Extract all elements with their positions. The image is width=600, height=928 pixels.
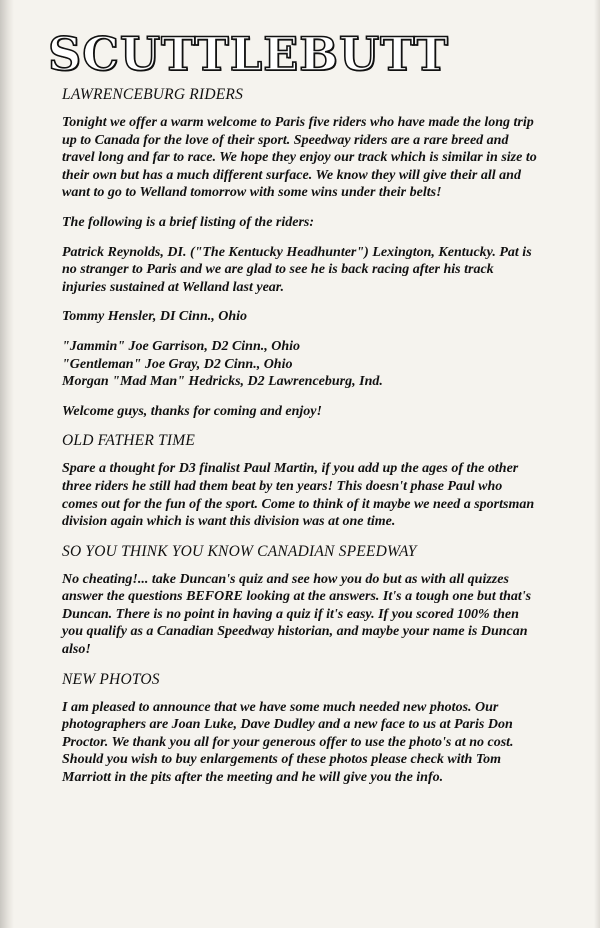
section-paragraph: No cheating!... take Duncan's quiz and see how you do but as with all quizzes answer the questions BEFORE looking at the answers. It's a tough one but that's Duncan. There is no point in having a quiz if it's easy. If you scored 100% then you qualify as a Canadian Speedway historian, and maybe your name is Duncan also! bbox=[62, 571, 532, 658]
listing-intro: The following is a brief listing of the riders: bbox=[62, 214, 315, 230]
section-old-father-time bbox=[62, 432, 540, 530]
intro-paragraph: Tonight we offer a warm welcome to Paris five riders who have made the long trip up to Canada for the love of their sport. Speedway riders are a rare breed and travel long and far to race. We hope they enjoy our track which is similar in size to their own but has a much different surface. We know they will give their all and want to go to Welland tomorrow with some wins under their belts! bbox=[62, 115, 537, 201]
section-lawrenceburg-riders bbox=[62, 86, 540, 420]
closing-line: Welcome guys, thanks for coming and enjoy! bbox=[62, 403, 322, 419]
section-new-photos bbox=[62, 671, 540, 787]
page-right-edge bbox=[594, 0, 600, 928]
list-item: Morgan "Mad Man" Hedricks, D2 Lawrenceburg, Ind. bbox=[62, 374, 383, 390]
masthead-title: SCUTTLEBUTT bbox=[48, 27, 449, 81]
page-binding-edge bbox=[0, 0, 14, 928]
section-heading: SO YOU THINK YOU KNOW CANADIAN SPEEDWAY bbox=[62, 542, 417, 560]
rider-entry-hensler: Tommy Hensler, DI Cinn., Ohio bbox=[62, 309, 248, 325]
list-item: "Jammin" Joe Garrison, D2 Cinn., Ohio bbox=[62, 338, 301, 354]
section-heading: LAWRENCEBURG RIDERS bbox=[62, 86, 244, 103]
section-canadian-speedway-quiz bbox=[62, 543, 540, 659]
section-heading: OLD FATHER TIME bbox=[62, 432, 196, 450]
section-paragraph: I am pleased to announce that we have some much needed new photos. Our photographers are Joan Luke, Dave Dudley and a new face to us at Paris Don Proctor. We thank you all for your generous offer to use the photo's at no cost. Should you wish to buy enlargements of these photos please check with Tom Marriott in the pits after the meeting and he will give you the info. bbox=[62, 699, 514, 786]
section-paragraph: Spare a thought for D3 finalist Paul Martin, if you add up the ages of the other three riders he still had them beat by ten years! This doesn't phase Paul who comes out for the fun of the sport. Come to think of it maybe we need a sportsman division again which is want this division was at one time. bbox=[62, 461, 535, 530]
list-item: "Gentleman" Joe Gray, D2 Cinn., Ohio bbox=[62, 356, 293, 372]
section-heading: NEW PHOTOS bbox=[62, 670, 160, 688]
rider-entry-reynolds: Patrick Reynolds, DI. ("The Kentucky Headhunter") Lexington, Kentucky. Pat is no stranger to Paris and we are glad to see he is back racing after his track injuries sustained at Welland last year. bbox=[62, 244, 532, 295]
rider-list bbox=[62, 338, 540, 391]
article-column bbox=[48, 27, 540, 799]
